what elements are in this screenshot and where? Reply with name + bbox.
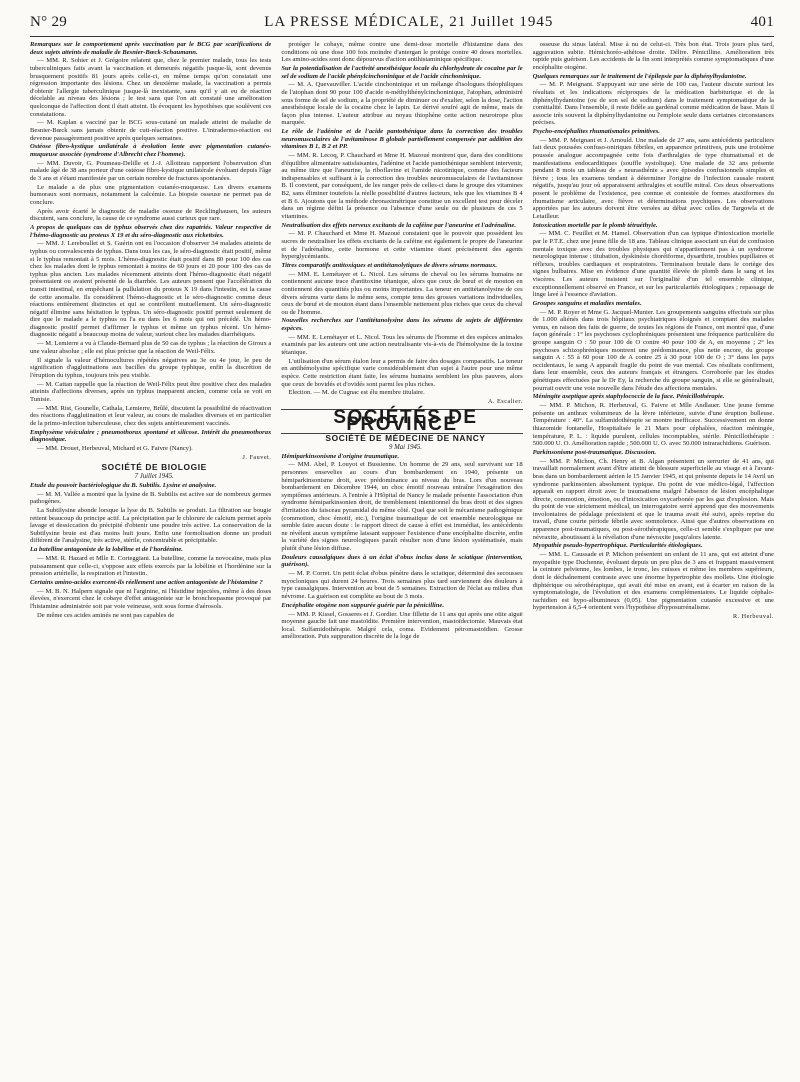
article-text: — MM. J. Lereboullet et S. Guérin ont eu l'occasion d'observer 34 malades atteints de typhus ou convalescents de typhus. Dans tous les cas, le séro-diagnostic était positif, même si le typhus remontait à 5 mois. L'hémo-diagnostic était positif dans 80 pour 100 des cas chez les malades dont le typhus remontait à moins de 60 jours et 20 pour 100 des cas de typhus plus ancien. Les malades récemment atteints dont l'hémo-diagnostic était négatif présentaient ou avaient présenté de la diarrhée. Les auteurs pensent que l'accélération du transit intestinal, en empêchant la pullulation du proteus X 19 dans l'intestin, est la cause de cette anomalie. Ils considèrent l'hémo-diagnostic et le séro-diagnostic comme deux réactions entièrement distinctes et qui se contrôlent mutuellement. Un séro-diagnostic négatif élimine sans hésitation le typhus. Un séro-diagnostic positif permet seulement de dire que le malade a le typhus ou l'a eu dans les 6 mois qui ont précédé. Un hémo-diagnostic positif permet d'affirmer le typhus et même un typhus récent. Un hémo-diagnostic négatif a beaucoup moins de valeur, surtout chez les malades diarrhéiques. xyxy=(30,240,272,339)
article-text: Après avoir écarté le diagnostic de maladie osseuse de Recklinghausen, les auteurs discutent, sans conclure, la cause de ce syndrome aussi curieux que rare. xyxy=(30,207,272,223)
section-heading: SOCIÉTÉ DE BIOLOGIE xyxy=(101,462,207,473)
article-text: — M. A. Quevauviller. L'acide cinchoninique et un mélange d'isologues théophiliques de l'atophan dont 90 pour 100 d'acide α-méthylthénylcinchoninique, l'atophan, administré sous forme de sel de sodium, a la propriété de diminuer ou d'exalter, selon la dose, l'action anesthésique locale de la cocaïne chez le lapin. Le dérivé soufré agit de même, mais de façon plus intense. L'auteur attribue au noyau thiophène cette action neurotrope plus marquée. xyxy=(281,81,523,127)
page-number: 401 xyxy=(750,14,774,30)
article-title: Quelques remarques sur le traitement de l'épilepsie par la diphénylhydantoïne. xyxy=(532,72,747,80)
article-title: Méningite aseptique après staphylococcie de la face. Pénicillothérapie. xyxy=(532,393,725,401)
article-title: Titres comparatifs antitoxiques et antitétanolytiques de divers sérums normaux. xyxy=(281,261,498,269)
article-title: Psycho-encéphalites rhumatismales primitives. xyxy=(532,128,660,136)
article-text: — MM. R. Hazard et Mlle E. Corteggiani. La butelline, comme la novocaïne, mais plus puissamment que celle-ci, s'oppose aux effets exercés par la lobéline et l'hordénine sur la pression artérielle, la respiration et l'intestin. xyxy=(30,554,272,578)
article-title: Intoxication mortelle par le plomb tétraéthyle. xyxy=(532,221,658,229)
section-heading: SOCIÉTÉ DE MÉDECINE DE NANCY xyxy=(325,433,486,444)
section-date: 7 Juillet 1945. xyxy=(134,473,174,481)
section-banner: SOCIÉTÉS DE PROVINCE xyxy=(281,409,522,434)
article-text: — MM. P. Kissel, Gosseres et J. Gordier. Une fillette de 11 ans qui après une otite aiguë moyenne gauche fait une mastoïdite. Première intervention, mastoïdectomie. Mauvais état local. Sulfamidothérapie. Malgré cela, coma. Evidement pétromastoïdien. Grosse amélioration. Puis suppuration discrète de la loge de xyxy=(281,610,523,641)
article-title: Groupes sanguins et maladies mentales. xyxy=(532,299,642,307)
article-text: — MM. R. Sohier et J. Grégoire relatent que, chez le premier malade, tous les tests tuberculiniques faits avant la vaccination et demeurés négatifs jusque-là, sont devenus brusquement positifs 81 jours après celle-ci, en même temps qu'on constatait une régression importante des lésions. Chez un deuxième malade, la vaccination a permis d'obtenir l'allergie tuberculinique jusque-là inexistante, sans qu'il y ait eu de réaction décelable au niveau des lésions ; le test sans que l'on ait constaté une amélioration quelconque de l'affection dont il était atteint. Ils évoquent les hypothèses que soulèvent ces constatations. xyxy=(30,57,272,118)
article-text: — M. P. Royer et Mme G. Jacquel-Munier. Les groupements sanguins effectués sur plus de 1.000 aliénés dans trois hôpitaux psychiatriques éloignés et comptant des malades venus, en raison des faits de guerre, de toutes les régions de France, ont montré que, d'une façon générale : 1° les psychoses cyclophréniques présentent une fréquence particulière du groupe sanguin O : 50 pour 100 de O contre 40 pour 100 de A, en moyenne ; 2° les psychoses schizophréniques montrent une prédominance, plus nette encore, du groupe sanguin A : 55 à 60 pour 100 de A contre 25 à 30 pour 100 de O ; 3° dans les pays occidentaux, le sang A apparaît fragile du point de vue mental. Ces résultats confirment, dans leur ensemble, ceux des auteurs français et étrangers. Corroborée par les études génétiques effectuées par le Dr Ey, la recherche du groupe sanguin, si elle se généralisait, pourrait ouvrir une voie nouvelle dans l'étude des affections mentales. xyxy=(532,308,774,392)
article-text: — M. Lemierre a vu à Claude-Bernard plus de 50 cas de typhus ; la réaction de Giroux a une valeur absolue ; elle est plus précise que la réaction de Weil-Félix. xyxy=(30,340,272,355)
article-title: Hémiparkinsonisme d'origine traumatique. xyxy=(281,452,400,460)
article-title: Remarques sur le comportement après vaccination par le BCG par scarifications de deux sujets atteints de maladie de Besnier-Bœck-Schaumann. xyxy=(30,41,272,56)
section-date: 9 Mai 1945. xyxy=(388,443,423,451)
signature: R. Herbeuval. xyxy=(732,613,774,621)
article-text: L'utilisation d'un sérum étalon leur a permis de faire des dosages comparatifs. La teneur en antihémolysine spécifique varie considérablement d'un sujet à l'autre pour une même espèce. Cette restriction étant faite, les sérums humains semblent les plus pauvres, alors que ceux de bovidés et d'ovidés sont parmi les plus riches. xyxy=(281,357,523,388)
signature: A. Escalier. xyxy=(487,398,523,406)
signature: J. Fauvet. xyxy=(242,453,272,461)
article-text: — M. Cattan rappelle que la réaction de Weil-Félix peut être positive chez des malades atteints d'affections diverses, après un typhus inapparent ancien, comme cela se voit en Tunisie. xyxy=(30,380,272,403)
column-left xyxy=(30,41,271,1081)
article-title: Parkinsonisme post-traumatique. Discussion. xyxy=(532,448,657,456)
article-title: Le rôle de l'adénine et de l'acide pantothénique dans la correction des troubles neuromusculaires de l'avitaminose B globale partiellement compensée par addition des vitamines B 1, B 2 et PP. xyxy=(281,128,523,151)
article-text: De même ces acides aminés ne sont pas capables de xyxy=(37,611,175,619)
article-text: — M. B. N. Halpern signale que ni l'arginine, ni l'histidine injectées, même à des doses élevées, n'exercent chez le cobaye d'effet antagoniste sur le bronchospasme provoqué par l'histamine administrée soit par voie veineuse, soit sous forme d'aérosols. xyxy=(30,587,272,610)
article-text: — MM. C. Feuillet et M. Hamel. Observation d'un cas typique d'intoxication mortelle par le P.T.E. chez une jeune fille de 18 ans. Tableau clinique associant un état de confusion mentale toxique avec des troubles physiques qui n'appartiennent pas à un syndrome neurologique intense : titubation, dyskinésie choréiforme, dysarthrie, troubles pupillaires et réflexes, troubles cardiaques et respiratoires. Terminaison brutale dans le cortège des signes bulbaires. Mise en évidence d'une quantité élevée de plomb dans le sang et les viscères. Les auteurs insistent sur l'originalité d'un tel ensemble clinique, exceptionnellement observé en France, et sur les particularités étiologiques ; repassage de linge lavé à l'essence d'aviation. xyxy=(532,230,774,299)
article-title: Emphysème vésiculaire ; pneumothorax spontané et silicose. Intérêt du pneumothorax diagnostique. xyxy=(30,428,272,444)
article-text: protéger le cobaye, même contre une demi-dose mortelle d'histamine dans des conditions où une dose 100 fois moindre d'antergan le protège contre 40 doses mortelles. Les amino-acides sont donc dépourvus d'action antihistaminique spécifique. xyxy=(281,41,523,64)
column-middle xyxy=(281,41,522,1081)
article-text: osseuse du sinus latéral. Mise à nu de celui-ci. Très bon état. Trois jours plus tard, aggravation subite. Hémichoréo-athétose droite. Délire. Pénicilline. Amélioration très rapide puis guérison. Les accidents de la fin sont interprétés comme symptomatiques d'une encéphalite otogène. xyxy=(532,41,774,71)
article-title: Neutralisation des effets nerveux excitants de la caféine par l'aneurine et l'adrénaline. xyxy=(281,221,517,229)
article-title: Ostéose fibro-kystique unilatérale à évolution lente avec pigmentation cutanéo-muqueuse associée (syndrome d'Albrecht chez l'homme). xyxy=(30,143,272,158)
article-text: — M. P. Chauchard et Mme H. Mazoué constatent que le pouvoir que possèdent les sucres de neutraliser les effets excitants de la caféine est également le propre de l'aneurine et de l'adrénaline, cette hormone et cette vitamine étant précisément des agents hyperglycémiants. xyxy=(281,230,523,261)
article-text: — MM. P. Meignant et J. Arnould. Une malade de 27 ans, sans antécédents particuliers fait deux poussées confuso-oniriques fébriles, en apparence primitives, puis une troisième poussée analogue accompagnée cette fois d'arthralgies de type rhumatismal et de manifestations endocarditiques (souffle systolique). Une malade de 32 ans présente pendant 8 mois un tableau de « neurasthénie » avec épisodes confusionnels simples et fièvre ; tous les examens tendant à déterminer l'origine de l'infection causale restent négatifs, jusqu'au jour où apparaissent arthralgies et souffle mitral. Ces deux observations posent le problème de l'existence, peu connue et contestée de formes ataxiformes du rhumatisme articulaire, avec fièvre et déterminations psychiques. Les observations apportées par les auteurs doivent être versées au débat avec celles de Targowla et de Letailleur. xyxy=(532,136,774,220)
article-text: Le malade a de plus une pigmentation cutanéo-muqueuse. Les divers examens humoraux sont normaux, notamment la calcémie. La biopsie osseuse ne permet pas de conclure. xyxy=(30,183,272,206)
article-text: — M. Kaplan a vacciné par le BCG sous-cutané un malade atteint de maladie de Besnier-Bœck sans jamais obtenir de cuti-réaction positive. L'intradermo-réaction est devenue passagèrement positive après quelques semaines. xyxy=(30,119,272,142)
journal-title: LA PRESSE MÉDICALE, 21 Juillet 1945 xyxy=(264,14,554,30)
masthead xyxy=(30,14,774,37)
article-title: Nouvelles recherches sur l'antitétanolysine dans les sérums de sujets de différentes espèces. xyxy=(281,317,523,333)
article-text: — M. M. Vallée a montré que la lysine de B. Subtilis est active sur de nombreux germes pathogènes. xyxy=(30,490,272,506)
article-text: Election. — M. de Cugnac est élu membre titulaire. xyxy=(288,389,425,397)
article-text: — MM. E. Lemétayer et L. Nicol. Les sérums de cheval ou les sérums humains ne contiennent aucune trace d'antitoxine tétanique, alors que ceux de bœuf et de mouton en contiennent des quantités plus ou moins importantes. La teneur en antitétanolysine de ces divers sérums varie dans le même sens, compte tenu des grosses variations individuelles, ceux de bœuf et de mouton étant dans l'ensemble nettement plus riches que ceux du cheval ou de l'homme. xyxy=(281,270,523,316)
article-text: Il signale la valeur d'hémocultures répétées négatives au 3e ou 4e jour, le peu de signification d'agglutinations aux bacilles du groupe typhique, enfin la discrétion de l'éruption du typhus, toujours très peu visible. xyxy=(30,356,272,379)
article-text: — MM. Duvoir, G. Poumeau-Delille et J.-J. Alloiteau rapportent l'observation d'un malade âgé de 38 ans porteur d'une ostéose fibro-kystique unilatérale évoluant depuis l'âge de 3 ans et s'étant manifestée par un certain nombre de fractures spontanées. xyxy=(30,159,272,182)
column-right xyxy=(533,41,774,1081)
article-text: — MM. P. Michon, R. Herbeuval, G. Faivre et Mlle Andlauer. Une jeune femme présente un anthrax volumineux de la lèvre inférieure, suivie d'une éruption bulleuse. Température : 40°. La sulfamidothérapie se montre inefficace. Successivement on donne thiazomide fontanelle, Hospitalisée le 21 Mars pour céphalées, réaction méningée, température, P. L. : liquide purulent, cellules incomptables, stérile. Pénicillothérapie : 500.000 U. O. Amélioration rapide ; 500.000 U. O. avec 50.000 intrarachidiens. Guérison. xyxy=(532,402,774,448)
article-title: Etude du pouvoir bactériologique du B. Subtilis. Lysine et analysine. xyxy=(30,481,217,489)
article-text: — MM. E. Lemétayer et L. Nicol. Tous les sérums de l'homme et des espèces animales examinés par les auteurs ont une action neutralisante vis-à-vis de l'hémolysine de la toxine tétanique. xyxy=(281,333,523,357)
article-text: — M. P. Corret. Un petit éclat d'obus pénètre dans le sciatique, déterminé des secousses myocloniques qui durent 24 heures. Trois semaines plus tard surviennent des douleurs à type causalgiques. Intervention au bout de 5 semaines. Extraction de l'éclat au milieu d'un névrome. La guérison est complète au bout de 3 mois. xyxy=(281,570,523,600)
article-text: — MM. P. Michon, Ch. Henry et B. Algan présentent un serrurier de 41 ans, qui travaillait normalement avant d'être atteint de blessure superficielle au visage et à l'avant-bras dans un bombardement aérien le 15 Janvier 1945, et qui présente depuis le 14 Avril un syndrome parkinsonien absolument typique. Du point de vue médico-légal, l'affection apparaît en rapport étroit avec le traumatisme malgré l'absence de lésion encéphalique directe, commotion, émotion, ou d'intoxication oxycarbonée par les gaz d'explosion. Mais du point de vue strictement médical, un interrogatoire serré apprend que des mouvements involontaires de pédalage préexistent et que le trauma avait été suivi, après reprise du travail, d'une courte période fébrile avec somnolence. Ainsi que d'autres observations en apparence post-traumatiques, ou post-sérothérapiques, celle-ci semble s'expliquer par une névraxite, aboutissant à la révélation d'une névraxite jusqu'alors latente. xyxy=(532,457,774,541)
article-title: Sur la potentialisation de l'activité anesthésique locale du chlorhydrate de cocaïne par le sel de sodium de l'acide phénylcinchoninique et de l'acide cinchoninique. xyxy=(281,64,523,80)
article-title: La butelline antagoniste de la lobéline et de l'hordénine. xyxy=(30,546,183,554)
article-text: — MM. R. Lecoq, P. Chauchard et Mme H. Mazoué montrent que, dans des conditions d'équilibre alimentaire satisfaisantes, l'adénine et l'acide pantothénique semblent intervenir, au même titre que l'aneurine, la riboflavine et l'amide nicotinique, comme des facteurs indispensables et suffisant à la correction des troubles neuromusculaires de l'avitaminose B. Il convient, par conséquent, de les ranger près de celles-ci dans le groupe des vitamines B2, sans éliminer toutefois la réelle possibilité d'autres facteurs, tels que les vitamines B 4 et B 6. Ajoutons que la méthode chronaximétrique constitue un excellent test pour déceler dans un régime défini la présence ou l'absence d'une seule ou de plusieurs de ces 5 vitamines. xyxy=(281,152,523,220)
article-text: — MM. L. Caussade et P. Michon présentent un enfant de 11 ans, qui est atteint d'une myopathie type Duchenne, évoluant depuis un peu plus de 3 ans et frappant massivement la ceinture pelvienne, les lombes, le tronc, les cuisses et même les membres supérieurs, dont le déchaînement contraste avec une énorme hypertrophie des mollets. Une étiologie diphtérique ou sérothérapique, qui avait été mise en avant, est à écarter en raison de la symptomatologie, de l'évolution et des examens complémentaires. Le liquide céphalo-rachidien est hypo-albumineux (0,05). Une pigmentation cutanée excessive et une hypertension à 6,5-4 orientent vers l'hypothèse d'hyposurrénalisme. xyxy=(532,551,774,612)
article-text: — M. P. Meignant. S'appuyant sur une série de 100 cas, l'auteur discute surtout les résultats et les indications réciproques de la médication barbiturique et de la diphénylhydantoïne (ou de son sel de sodium) dans le traitement symptomatique de la comitialité. Dans l'ensemble, il reste fidèle au gardénal comme médication de base. Mais il associe très souvent la diphénylhydantoïne ou l'emploie seule dans certaines circonstances précises. xyxy=(532,81,774,127)
article-text: La Subtilysine abonde lorsque la lyse du B. Subtilis se produit. La filtration sur bougie retient beaucoup du principe actif. La précipitation par le chlorure de calcium permet après lavage et dessiccation du précipité d'obtenir une poudre très active. La conservation de la Subtilysine brute est d'au moins huit jours. Enfin une formolisation donne un produit différent de l'analysine, très active, stérile, concentrable et précipitable. xyxy=(30,507,272,545)
article-title: A propos de quelques cas de typhus observés chez des rapatriés. Valeur respective de l'hémo-diagnostic au proteus X 19 et du séro-diagnostic aux rickettsies. xyxy=(30,223,272,239)
article-text: — MM. Abel, P. Louyot et Bussienne. Un homme de 29 ans, seul survivant sur 18 personnes ensevelies au cours d'un bombardement en 1940, présente un hémiparkinsonisme droit, avec prédominance au niveau du bras. Lors d'un nouveau bombardement en Décembre 1944, un choc émotif nouveau entraîne l'exagération des symptômes antérieurs. A l'entrée à l'Hôpital de Nancy le malade présente l'association d'un syndrome hémiparkinsonien droit, de tremblement intentionnel du bras droit et des signes d'irritation du faisceau pyramidal du même côté. Quel que soit le mécanisme pathogénique (commotion, choc émotif, etc.), l'origine traumatique de cet ensemble neurologique ne semble faire aucun doute : le rapport direct de cause à effet est immédiat, les antécédents ne révèlent aucun symptôme laissant supposer l'existence d'une encéphalite discrète, enfin la variété des signes neurologiques paraît résulter non d'une lésion systématisée, mais plutôt d'une lésion diffuse. xyxy=(281,461,523,552)
article-text: — MM. Drouet, Herbeuval, Michard et G. Faivre (Nancy). xyxy=(37,444,193,452)
article-title: Douleurs causalgiques dues à un éclat d'obus inclus dans le sciatique (intervention, guérison). xyxy=(281,553,523,569)
article-title: Certains amino-acides exercent-ils réellement une action antagoniste de l'histamine ? xyxy=(30,578,263,586)
article-text: — MM. Rist, Gounelle, Cathala, Lemierre, Brûlé, discutent la possibilité de réactivation des réactions d'agglutination et leur valeur, au cours de maladies diverses et en particulier de la primo-infection tuberculeuse, chez des sujets antérieurement vaccinés. xyxy=(30,404,272,427)
article-title: Encéphalite otogène non suppurée guérie par la pénicilline. xyxy=(281,601,444,609)
article-title: Myopathie pseudo-hypertrophique. Particularités étiologiques. xyxy=(532,542,703,550)
issue-number: N° 29 xyxy=(30,14,68,30)
